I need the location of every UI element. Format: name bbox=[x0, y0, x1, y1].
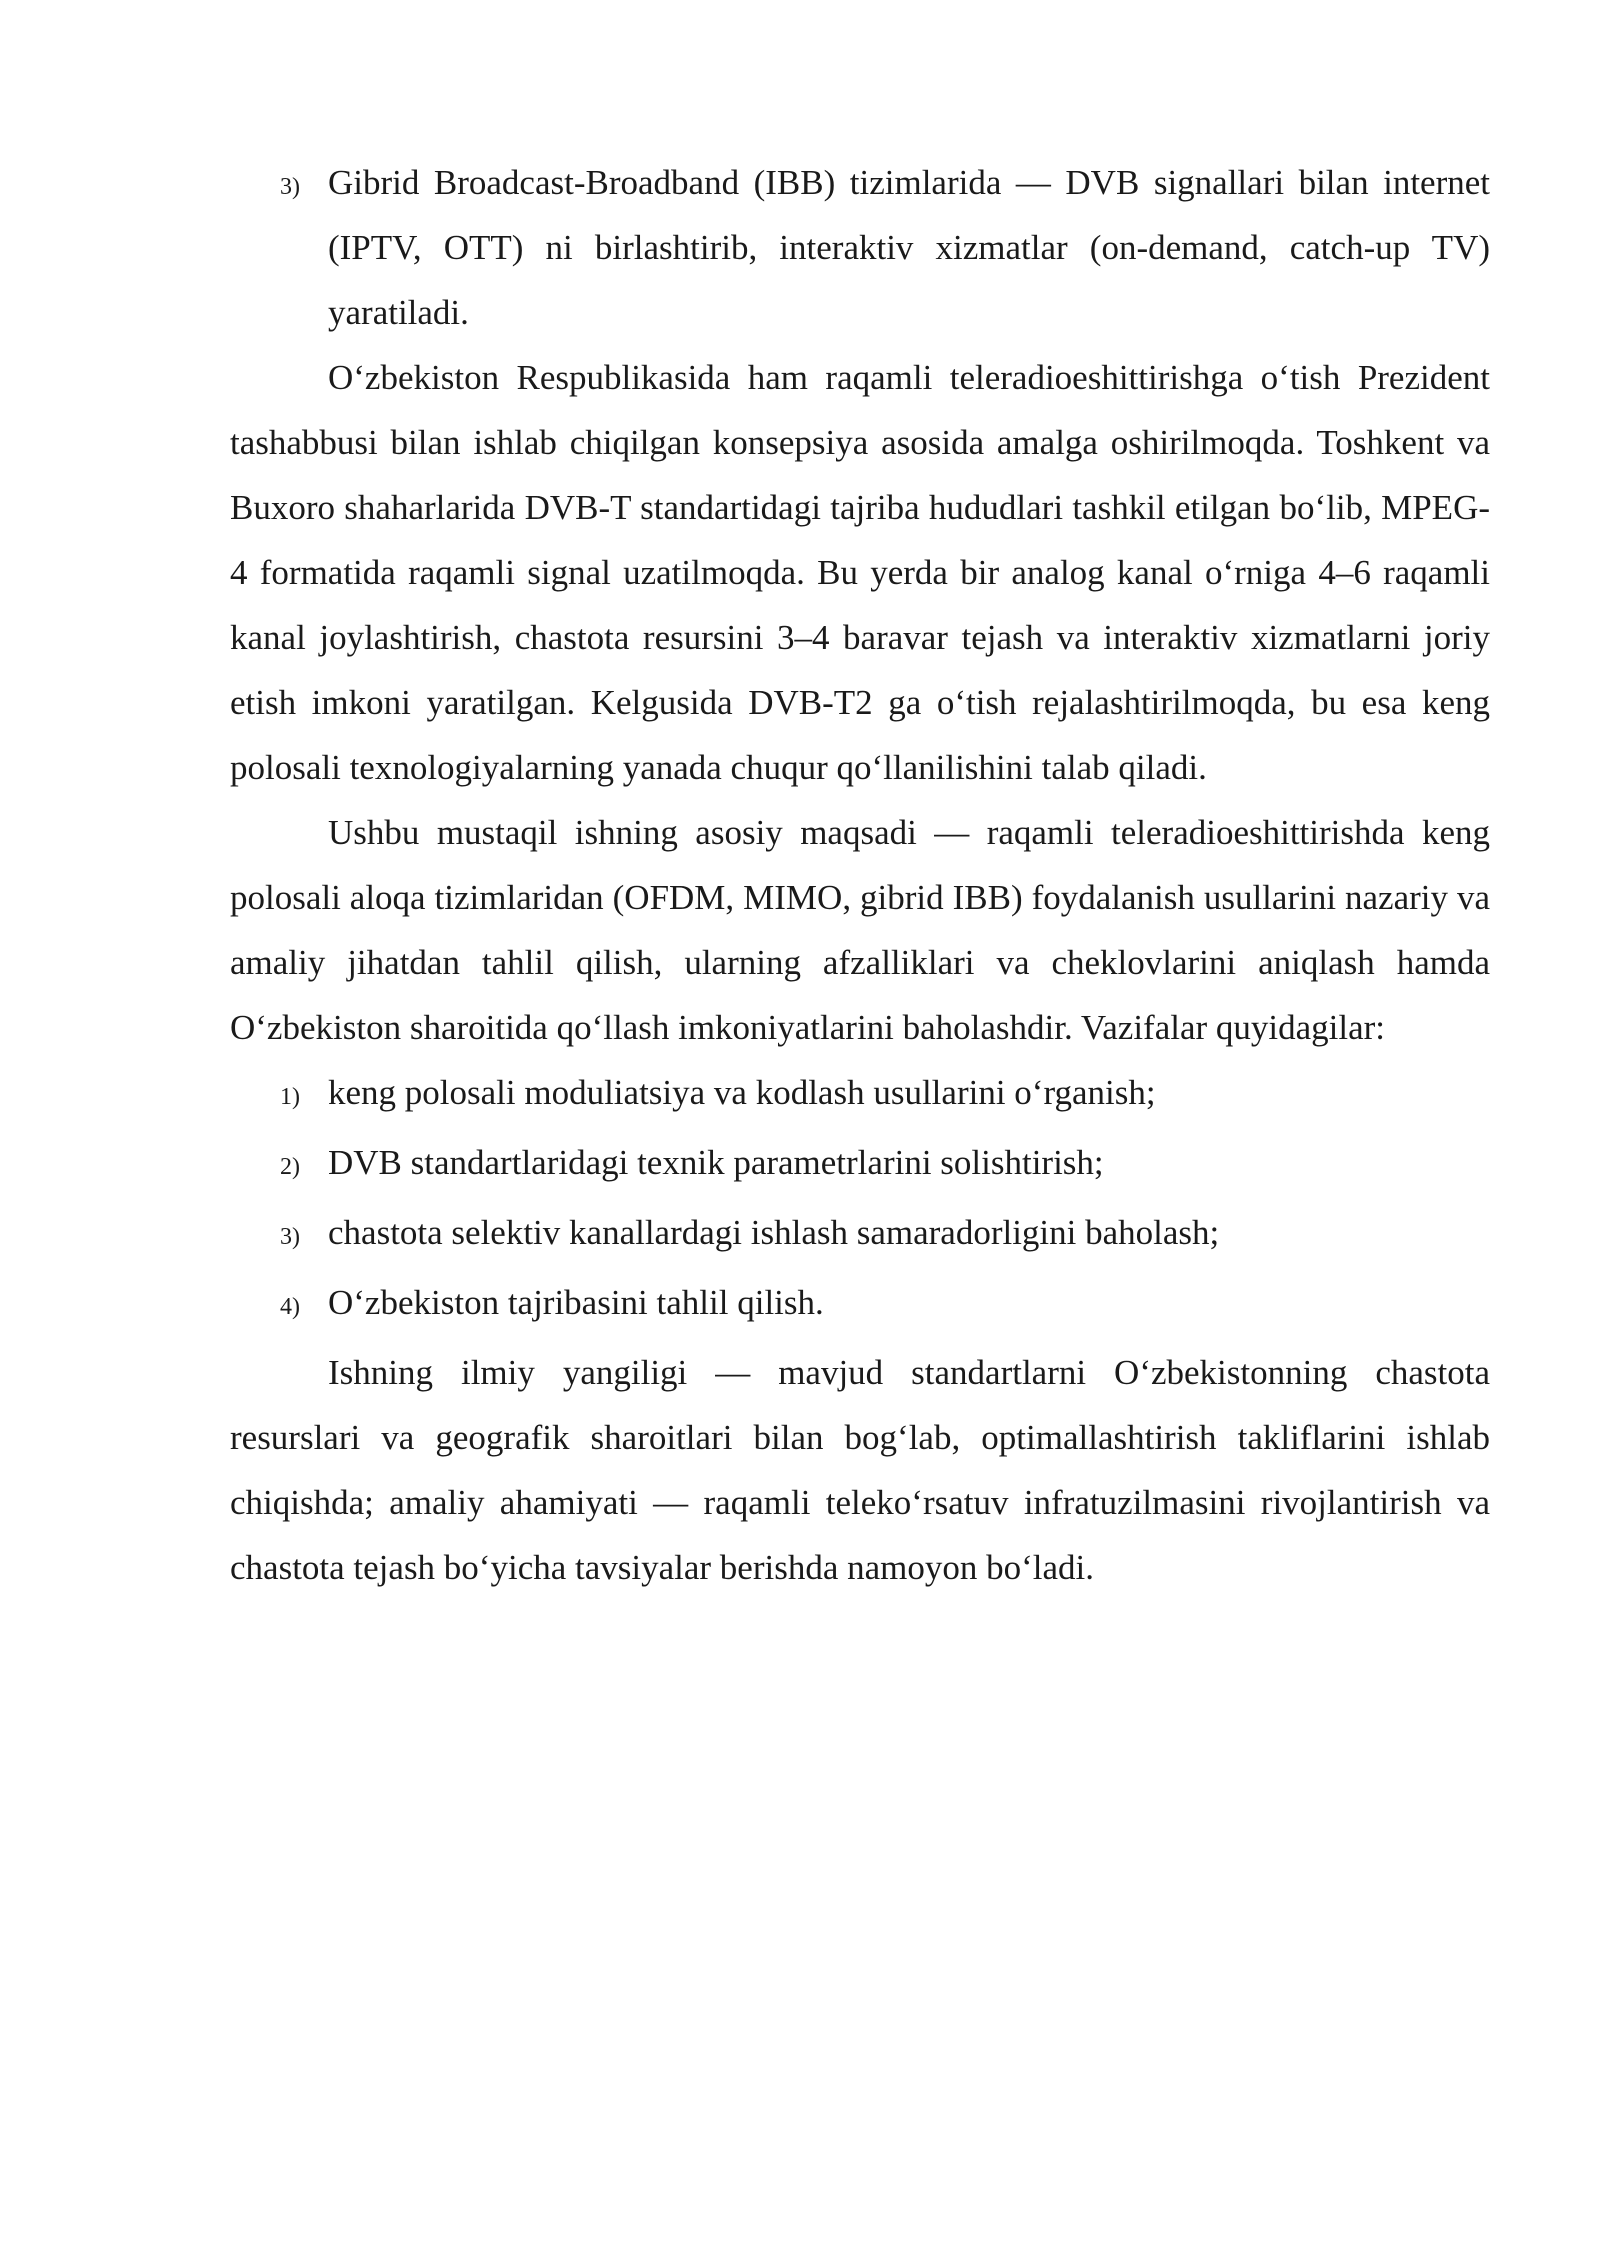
paragraph-digital-transition: O‘zbekiston Respublikasida ham raqamli teleradioeshittirishga o‘tish Prezident tashabbusi bilan ishlab chiqilgan konsepsiya asosida amalga oshirilmoqda. Toshkent va Buxoro shaharlarida DVB-T standartidagi tajriba hududlari tashkil etilgan bo‘lib, MPEG-4 formatida raqamli signal uzatilmoqda. Bu yerda bir analog kanal o‘rniga 4–6 raqamli kanal joylashtirish, chastota resursini 3–4 baravar tejash va interaktiv xizmatlarni joriy etish imkoni yaratilgan. Kelgusida DVB-T2 ga o‘tish rejalashtirilmoqda, bu esa keng polosali texnologiyalarning yanada chuqur qo‘llanilishini talab qiladi. bbox=[230, 358, 1490, 787]
list-item-text: O‘zbekiston tajribasini tahlil qilish. bbox=[328, 1283, 824, 1322]
list-number: 3) bbox=[280, 1224, 300, 1250]
list-number: 2) bbox=[280, 1154, 300, 1180]
list-item-text: keng polosali moduliatsiya va kodlash usullarini o‘rganish; bbox=[328, 1073, 1156, 1112]
paragraph-goal: Ushbu mustaqil ishning asosiy maqsadi — raqamli teleradioeshittirishda keng polosali aloqa tizimlaridan (OFDM, MIMO, gibrid IBB) foydalanish usullarini nazariy va amaliy jihatdan tahlil qilish, ularning afzalliklari va cheklovlarini aniqlash hamda O‘zbekiston sharoitida qo‘llash imkoniyatlarini baholashdir. Vazifalar quyidagilar: bbox=[230, 813, 1490, 1047]
list-number: 4) bbox=[280, 1294, 300, 1320]
document-page bbox=[230, 150, 1490, 1600]
task-list-item bbox=[230, 1060, 1490, 1130]
task-list-item bbox=[230, 1200, 1490, 1270]
task-list-item bbox=[230, 1270, 1490, 1340]
paragraph-novelty: Ishning ilmiy yangiligi — mavjud standartlarni O‘zbekistonning chastota resurslari va geografik sharoitlari bilan bog‘lab, optimallashtirish takliflarini ishlab chiqishda; amaliy ahamiyati — raqamli teleko‘rsatuv infratuzilmasini rivojlantirish va chastota tejash bo‘yicha tavsiyalar berishda namoyon bo‘ladi. bbox=[230, 1353, 1490, 1587]
list-item-text: chastota selektiv kanallardagi ishlash samaradorligini baholash; bbox=[328, 1213, 1220, 1252]
list-item-text: Gibrid Broadcast-Broadband (IBB) tizimlarida — DVB signallari bilan internet (IPTV, OTT) ni birlashtirib, interaktiv xizmatlar (on-demand, catch-up TV) yaratiladi. bbox=[328, 163, 1490, 332]
list-item-text: DVB standartlaridagi texnik parametrlarini solishtirish; bbox=[328, 1143, 1104, 1182]
list-number: 3) bbox=[280, 174, 300, 200]
list-number: 1) bbox=[280, 1084, 300, 1110]
list-item bbox=[230, 150, 1490, 345]
task-list-item bbox=[230, 1130, 1490, 1200]
